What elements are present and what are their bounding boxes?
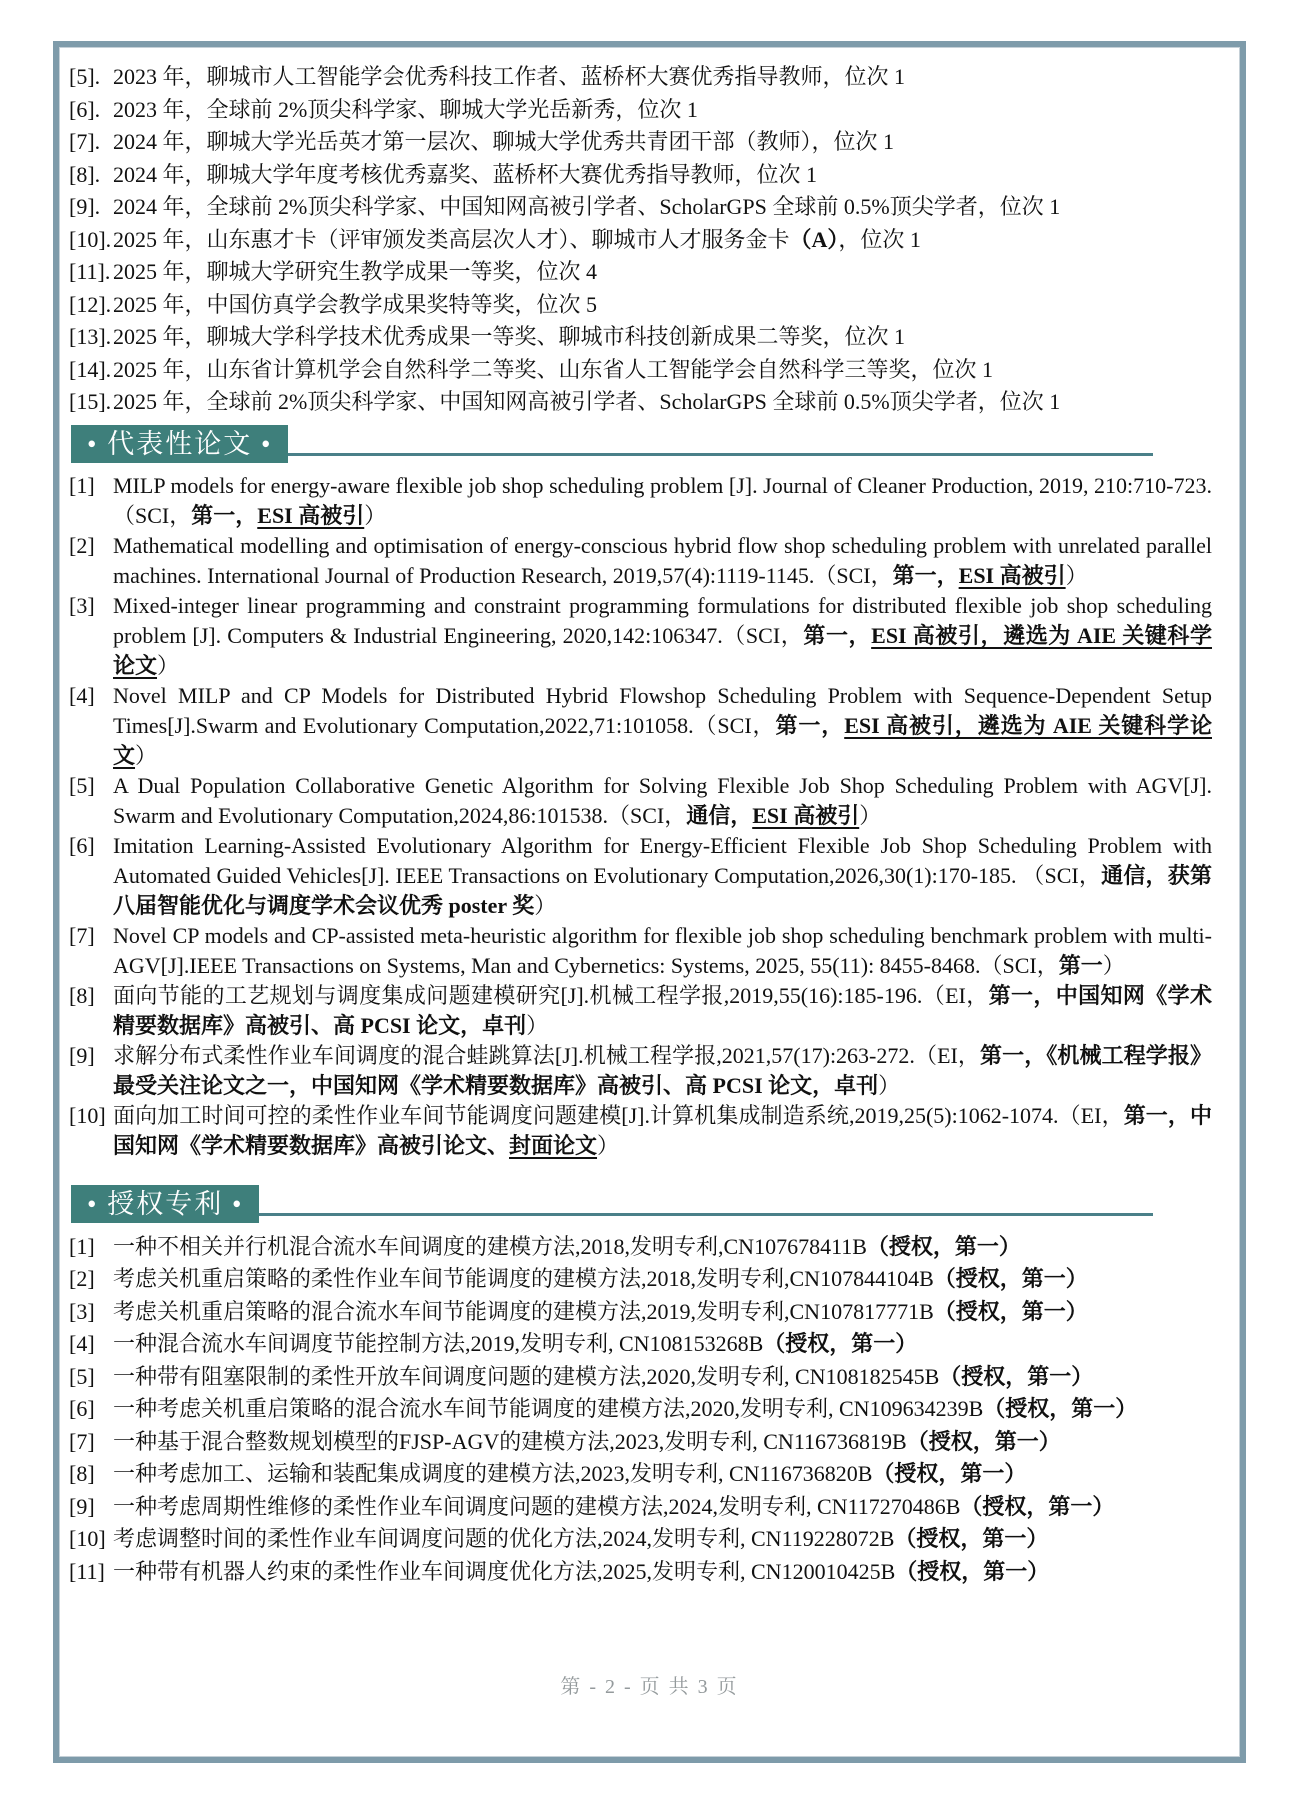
text-segment: 2024 年，聊城大学光岳英才第一层次、聊城大学优秀共青团干部（教师），位次 1 [113,129,895,154]
paper-item [69,531,1212,591]
award-item-number: [13]. [69,324,112,349]
text-segment: （授权，第一） [894,1526,1049,1551]
patent-item [69,1296,1212,1329]
text-segment: 考虑关机重启策略的混合流水车间节能调度的建模方法,2019,发明专利,CN107817771B [113,1298,934,1324]
patents-section-rule [259,1213,1153,1216]
text-segment: ESI 高被引，遴选为 AIE 关键科学论文 [113,622,1212,678]
patent-item [69,1361,1212,1394]
text-segment: （授权，第一） [895,1558,1050,1584]
paper-item-text [113,681,1212,771]
patent-item-number: [2] [69,1266,95,1291]
text-segment: 2025 年，山东惠才卡（评审颁发类高层次人才）、聊城市人才服务金卡 [113,226,790,252]
text-segment: ） [526,1012,549,1038]
award-item-text [113,224,1212,257]
text-segment: 第一， [892,562,959,588]
text-segment: 第一， [775,712,845,738]
award-item-text [113,289,1212,322]
award-item-number: [8]. [69,161,101,187]
text-segment: （授权，第一） [960,1493,1115,1519]
text-segment: ESI 高被引，遴选为 AIE 关键科学论文 [113,712,1212,768]
patent-item-number: [3] [69,1298,95,1324]
text-segment: （授权，第一） [933,1266,1088,1291]
award-item [69,386,1212,419]
patent-item-number: [4] [69,1331,95,1356]
paper-item-number: [7] [69,922,95,948]
patent-item-text [113,1328,1212,1361]
award-item [69,224,1212,257]
text-segment: ） [859,802,882,828]
patent-item-text [113,1491,1212,1524]
paper-item-text [113,831,1212,921]
patent-item [69,1328,1212,1361]
text-segment: 面向加工时间可控的柔性作业车间节能调度问题建模[J].计算机集成制造系统,2019,25(5):1062-1074.（EI， [113,1102,1124,1128]
text-segment: 求解分布式柔性作业车间调度的混合蛙跳算法[J].机械工程学报,2021,57(17):263-272.（EI， [113,1042,981,1068]
paper-item [69,471,1212,531]
text-segment: ） [1065,562,1088,588]
text-segment: 面向节能的工艺规划与调度集成问题建模研究[J].机械工程学报,2019,55(16):185-196.（EI， [113,982,989,1008]
text-segment: 第一， [803,622,872,648]
text-segment: （授权，第一） [906,1428,1061,1454]
papers-section-title: • 代表性论文 • [71,425,288,463]
patents-list [69,1231,1212,1589]
award-item-text [113,386,1212,419]
text-segment: Mixed-integer linear programming and constraint programming formulations for distributed flexible job shop scheduling problem [J]. Computers & Industrial Engineering, 2020,142:106347.（SCI， [113,592,1212,648]
text-segment: Novel MILP and CP Models for Distributed Hybrid Flowshop Scheduling Problem with Sequence-Dependent Setup Times[J].Swarm and Evolutionary Computation,2022,71:101058.（SCI， [113,682,1212,738]
text-segment: ） [157,652,180,678]
text-segment: 第一，中国知网《学术精要数据库》高被引论文、 [113,1102,1212,1158]
text-segment: 通信， [686,802,753,828]
patent-item [69,1263,1212,1296]
paper-item [69,591,1212,681]
text-segment: ESI 高被引 [752,802,860,828]
patent-item [69,1231,1212,1264]
award-item-number: [14]. [69,356,112,382]
paper-item-text [113,471,1212,531]
award-item-number: [11]. [69,259,111,284]
award-item-text [113,61,1212,94]
paper-item-number: [1] [69,472,95,498]
paper-item-number: [6] [69,832,95,858]
text-segment: 一种带有阻塞限制的柔性开放车间调度问题的建模方法,2020,发明专利, CN108182545B [113,1363,940,1389]
paper-item [69,681,1212,771]
text-segment: ） [135,742,158,768]
text-segment: 封面论文 [509,1132,598,1158]
patent-item-number: [9] [69,1493,95,1519]
text-segment: 2023 年，全球前 2%顶尖科学家、聊城大学光岳新秀，位次 1 [113,96,698,122]
papers-list [69,471,1212,1161]
award-item [69,191,1212,224]
paper-item-text [113,1041,1212,1101]
text-segment: ESI 高被引 [257,502,365,528]
patent-item-text [113,1263,1212,1296]
text-segment: Novel CP models and CP-assisted meta-heuristic algorithm for flexible job shop scheduling benchmark problem with multi-AGV[J].IEEE Transactions on Systems, Man and Cybernetics: Systems, 2025, 55(11): 8455-8468.（SCI， [113,922,1212,978]
text-segment: （授权，第一） [866,1233,1021,1259]
paper-item-number: [2] [69,532,95,558]
text-segment: 2025 年，中国仿真学会教学成果奖特等奖，位次 5 [113,291,598,317]
text-segment: 2024 年，全球前 2%顶尖科学家、中国知网高被引学者、ScholarGPS 全球前 0.5%顶尖学者，位次 1 [113,194,1061,219]
award-item-text [113,354,1212,387]
award-item-text [113,191,1212,224]
patent-item-number: [6] [69,1396,95,1421]
text-segment: 2025 年，全球前 2%顶尖科学家、中国知网高被引学者、ScholarGPS 全球前 0.5%顶尖学者，位次 1 [113,389,1061,414]
text-segment: Imitation Learning-Assisted Evolutionary Algorithm for Energy-Efficient Flexible Job Shop Scheduling Problem with Automated Guided Vehicles[J]. IEEE Transactions on Evolutionary Computation,2026,30(1):170-185. （SCI， [113,832,1212,888]
paper-item-number: [8] [69,982,95,1008]
patent-item-number: [7] [69,1428,95,1454]
text-segment: （授权，第一） [872,1461,1027,1486]
text-segment: 第一 [1058,952,1103,978]
paper-item [69,831,1212,921]
patent-item [69,1556,1212,1589]
award-item-number: [12]. [69,291,112,317]
award-item-number: [7]. [69,129,101,154]
text-segment: 考虑关机重启策略的柔性作业车间节能调度的建模方法,2018,发明专利,CN107844104B [113,1266,934,1291]
award-item-text [113,256,1212,289]
award-item-number: [9]. [69,194,101,219]
patent-item-text [113,1393,1212,1426]
paper-item-number: [5] [69,772,95,798]
award-item-number: [5]. [69,64,101,89]
text-segment: 2024 年，聊城大学年度考核优秀嘉奖、蓝桥杯大赛优秀指导教师，位次 1 [113,161,818,187]
text-segment: MILP models for energy-aware flexible job shop scheduling problem [J]. Journal of Cleaner Production, 2019, 210:710-723.（SCI， [113,472,1212,528]
text-segment: （授权，第一） [939,1363,1094,1389]
paper-item [69,771,1212,831]
award-item-number: [6]. [69,96,101,122]
award-item [69,159,1212,192]
award-item [69,126,1212,159]
text-segment: 一种不相关并行机混合流水车间调度的建模方法,2018,发明专利,CN107678411B [113,1233,867,1259]
award-item-text [113,159,1212,192]
paper-item-number: [10] [69,1102,106,1128]
award-item [69,289,1212,322]
award-item-number: [10]. [69,226,112,252]
text-segment: 通信，获第八届智能优化与调度学术会议优秀 poster 奖 [113,862,1212,918]
award-item [69,61,1212,94]
page-border-frame [53,41,1246,1763]
patent-item-text [113,1231,1212,1264]
text-segment: 一种基于混合整数规划模型的FJSP-AGV的建模方法,2023,发明专利, CN116736819B [113,1428,907,1454]
text-segment: 2025 年，聊城大学研究生教学成果一等奖，位次 4 [113,259,598,284]
award-item [69,94,1212,127]
award-item-text [113,321,1212,354]
patent-item-text [113,1361,1212,1394]
paper-item [69,981,1212,1041]
patent-item [69,1523,1212,1556]
patent-item-number: [1] [69,1233,95,1259]
text-segment: 第一，《机械工程学报》最受关注论文之一，中国知网《学术精要数据库》高被引、高 PCSI 论文，卓刊 [113,1042,1212,1098]
award-item [69,256,1212,289]
paper-item-text [113,591,1212,681]
page-number: 第 - 2 - 页 共 3 页 [560,1676,739,1698]
patent-item-text [113,1523,1212,1556]
text-segment: ） [1102,952,1125,978]
award-item-text [113,94,1212,127]
text-segment: ） [364,502,387,528]
text-segment: ） [534,892,557,918]
paper-item-text [113,921,1212,981]
paper-item-text [113,1101,1212,1161]
papers-section-header [71,425,1212,463]
patent-item-text [113,1556,1212,1589]
text-segment: ESI 高被引 [958,562,1066,588]
text-segment: 一种考虑周期性维修的柔性作业车间调度问题的建模方法,2024,发明专利, CN117270486B [113,1493,961,1519]
award-item [69,354,1212,387]
award-item-text [113,126,1212,159]
paper-item [69,1101,1212,1161]
paper-item-number: [9] [69,1042,95,1068]
text-segment: ，位次 1 [838,226,921,252]
patents-section-header [71,1185,1212,1223]
patent-item-text [113,1296,1212,1329]
paper-item-text [113,771,1212,831]
patent-item [69,1426,1212,1459]
text-segment: （A） [789,226,839,252]
paper-item-text [113,531,1212,591]
text-segment: 一种考虑加工、运输和装配集成调度的建模方法,2023,发明专利, CN116736820B [113,1461,873,1486]
text-segment: （授权，第一） [933,1298,1088,1324]
text-segment: 第一，中国知网《学术精要数据库》高被引、高 PCSI 论文，卓刊 [113,982,1212,1038]
patent-item-text [113,1426,1212,1459]
patent-item-number: [10] [69,1526,106,1551]
text-segment: ） [597,1132,620,1158]
patent-item-text [113,1458,1212,1491]
awards-list [69,61,1212,419]
text-segment: A Dual Population Collaborative Genetic Algorithm for Solving Flexible Job Shop Scheduling Problem with AGV[J]. Swarm and Evolutionary Computation,2024,86:101538.（SCI， [113,772,1212,828]
patent-item-number: [5] [69,1363,95,1389]
papers-section-rule [288,453,1153,456]
text-segment: 2025 年，聊城大学科学技术优秀成果一等奖、聊城市科技创新成果二等奖，位次 1 [113,324,906,349]
text-segment: 考虑调整时间的柔性作业车间调度问题的优化方法,2024,发明专利, CN119228072B [113,1526,895,1551]
patent-item [69,1491,1212,1524]
text-segment: 一种混合流水车间调度节能控制方法,2019,发明专利, CN108153268B [113,1331,764,1356]
patent-item [69,1458,1212,1491]
text-segment: （授权，第一） [983,1396,1138,1421]
patent-item-number: [8] [69,1461,95,1486]
text-segment: 一种考虑关机重启策略的混合流水车间节能调度的建模方法,2020,发明专利, CN109634239B [113,1396,984,1421]
paper-item-number: [4] [69,682,95,708]
text-segment: 2025 年，山东省计算机学会自然科学二等奖、山东省人工智能学会自然科学三等奖，位次 1 [113,356,994,382]
text-segment: 第一， [191,502,258,528]
text-segment: 2023 年，聊城市人工智能学会优秀科技工作者、蓝桥杯大赛优秀指导教师，位次 1 [113,64,906,89]
patent-item [69,1393,1212,1426]
award-item-number: [15]. [69,389,112,414]
text-segment: （授权，第一） [763,1331,918,1356]
text-segment: ） [878,1072,901,1098]
patent-item-number: [11] [69,1558,105,1584]
text-segment: 一种带有机器人约束的柔性作业车间调度优化方法,2025,发明专利, CN120010425B [113,1558,896,1584]
award-item [69,321,1212,354]
paper-item [69,1041,1212,1101]
patents-section-title: • 授权专利 • [71,1185,259,1223]
paper-item [69,921,1212,981]
text-segment: Mathematical modelling and optimisation of energy-conscious hybrid flow shop scheduling problem with unrelated parallel machines. International Journal of Production Research, 2019,57(4):1119-1145.（SCI， [113,532,1212,588]
paper-item-number: [3] [69,592,95,618]
paper-item-text [113,981,1212,1041]
